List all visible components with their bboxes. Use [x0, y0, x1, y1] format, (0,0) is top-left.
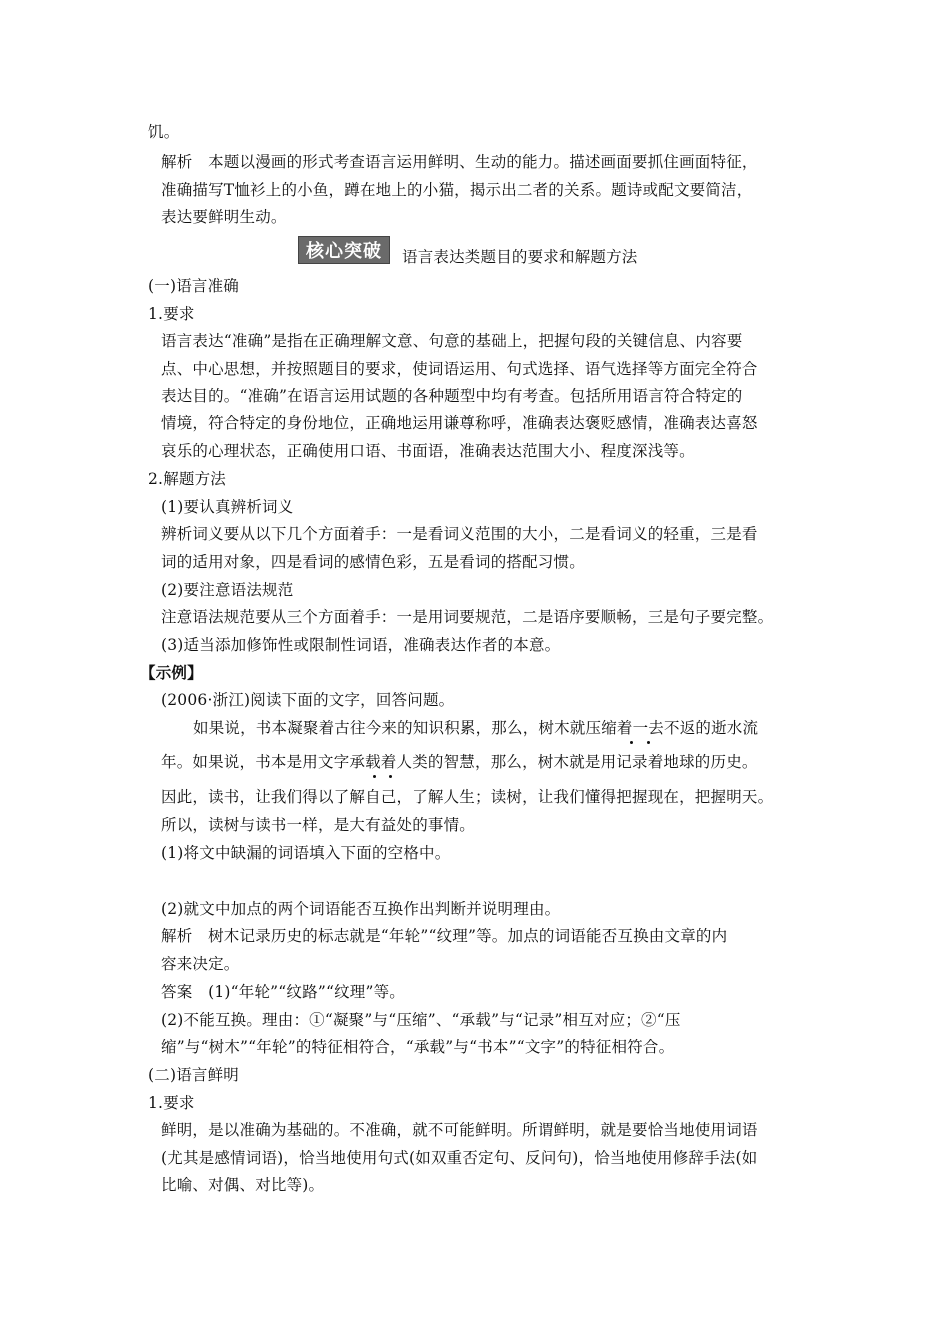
- section-title: 语言表达类题目的要求和解题方法: [402, 248, 638, 266]
- part-heading: (一)语言准确: [148, 277, 239, 295]
- body-line: (尤其是感情词语)，恰当地使用句式(如双重否定句、反问句)，恰当地使用修辞手法(如: [161, 1149, 758, 1167]
- subheading: 1.要求: [148, 305, 195, 323]
- passage-line: 年。如果说，书本是用文字承载着人类的智慧，那么，树木就是用记录着地球的历史。: [161, 753, 758, 771]
- analysis-line: 容来决定。: [161, 955, 240, 973]
- method-item: (3)适当添加修饰性或限制性词语，准确表达作者的本意。: [161, 636, 561, 654]
- passage-line: 所以，读树与读书一样，是大有益处的事情。: [161, 816, 476, 834]
- body-line: 语言表达“准确”是指在正确理解文意、句意的基础上，把握句段的关键信息、内容要: [161, 332, 743, 350]
- part-heading: (二)语言鲜明: [148, 1066, 239, 1084]
- body-line: 比喻、对偶、对比等)。: [161, 1176, 325, 1194]
- body-line: 辨析词义要从以下几个方面着手：一是看词义范围的大小，二是看词义的轻重，三是看: [161, 525, 758, 543]
- emphasis-dot: [389, 775, 392, 778]
- body-line: 表达目的。“准确”在语言运用试题的各种题型中均有考查。包括所用语言符合特定的: [161, 387, 743, 405]
- emphasis-dot: [373, 775, 376, 778]
- method-item: (2)要注意语法规范: [161, 581, 294, 599]
- analysis-line: 解析 本题以漫画的形式考查语言运用鲜明、生动的能力。描述画面要抓住画面特征，: [161, 153, 758, 171]
- passage-line: 如果说，书本凝聚着古往今来的知识积累，那么，树木就压缩着一去不返的逝水流: [193, 719, 759, 737]
- body-line: 哀乐的心理状态，正确使用口语、书面语，准确表达范围大小、程度深浅等。: [161, 442, 695, 460]
- analysis-line: 准确描写T恤衫上的小鱼，蹲在地上的小猫，揭示出二者的关系。题诗或配文要简洁，: [161, 181, 753, 199]
- example-source: (2006·浙江)阅读下面的文字，回答问题。: [161, 691, 455, 709]
- method-item: (1)要认真辨析词义: [161, 498, 294, 516]
- body-line: 词的适用对象，四是看词的感情色彩，五是看词的搭配习惯。: [161, 553, 585, 571]
- text-line: 饥。: [148, 123, 180, 141]
- subheading: 1.要求: [148, 1094, 195, 1112]
- section-badge: [298, 236, 390, 264]
- body-line: 情境，符合特定的身份地位，正确地运用谦尊称呼，准确表达褒贬感情，准确表达喜怒: [161, 414, 758, 432]
- emphasis-dot: [647, 741, 650, 744]
- subheading: 2.解题方法: [148, 470, 226, 488]
- body-line: 点、中心思想，并按照题目的要求，使词语运用、句式选择、语气选择等方面完全符合: [161, 360, 758, 378]
- answer-line: (2)不能互换。理由：①“凝聚”与“压缩”、“承载”与“记录”相互对应；②“压: [161, 1011, 681, 1029]
- emphasis-dot: [630, 741, 633, 744]
- example-label: 【示例】: [140, 663, 203, 682]
- question: (2)就文中加点的两个词语能否互换作出判断并说明理由。: [161, 900, 561, 918]
- section-badge-label: 核心突破: [306, 241, 382, 262]
- question: (1)将文中缺漏的词语填入下面的空格中。: [161, 844, 451, 862]
- passage-line: 因此，读书，让我们得以了解自己，了解人生；读树，让我们懂得把握现在，把握明天。: [161, 788, 774, 806]
- analysis-line: 表达要鲜明生动。: [161, 208, 287, 226]
- answer-line: 缩”与“树木”“年轮”的特征相符合，“承载”与“书本”“文字”的特征相符合。: [161, 1038, 675, 1056]
- answer-line: 答案 (1)“年轮”“纹路”“纹理”等。: [161, 983, 406, 1001]
- analysis-line: 解析 树木记录历史的标志就是“年轮”“纹理”等。加点的词语能否互换由文章的内: [161, 927, 728, 945]
- body-line: 鲜明，是以准确为基础的。不准确，就不可能鲜明。所谓鲜明，就是要恰当地使用词语: [161, 1121, 758, 1139]
- body-line: 注意语法规范要从三个方面着手：一是用词要规范，二是语序要顺畅，三是句子要完整。: [161, 608, 774, 626]
